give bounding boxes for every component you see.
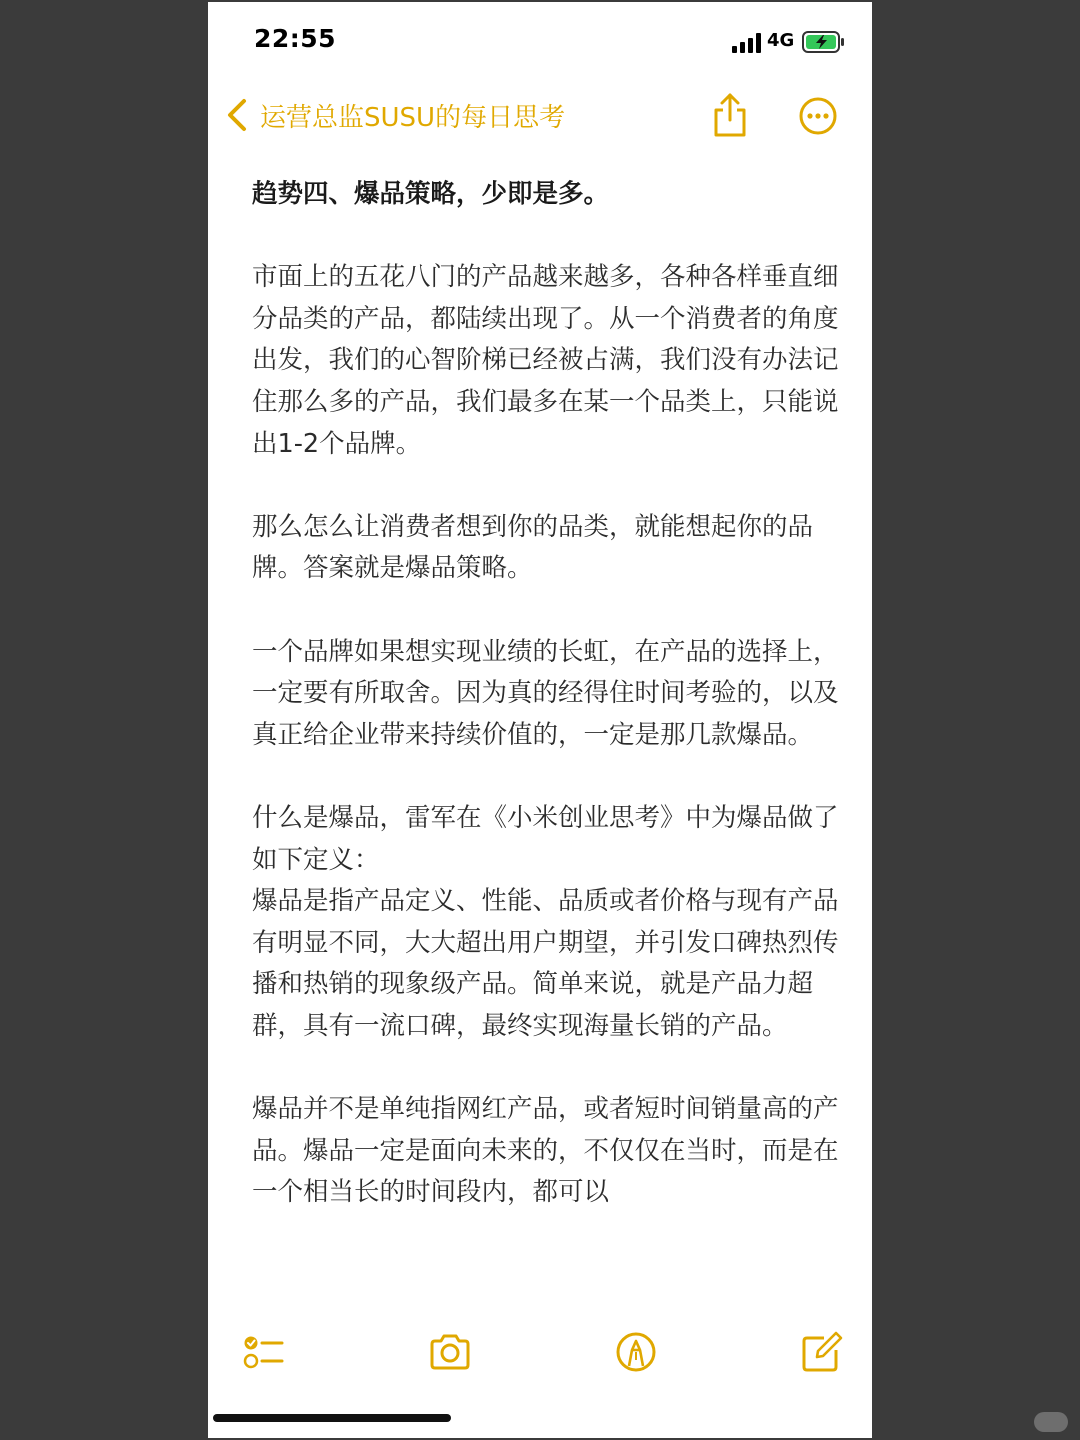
note-paragraph: 一个品牌如果想实现业绩的长虹，在产品的选择上，一定要有所取舍。因为真的经得住时间考验的，以及真正给企业带来持续价值的，一定是那几款爆品。	[252, 636, 839, 750]
note-paragraph: 爆品是指产品定义、性能、品质或者价格与现有产品有明显不同，大大超出用户期望，并引发口碑热烈传播和热销的现象级产品。简单来说，就是产品力超群，具有一流口碑，最终实现海量长销的产品。	[252, 886, 839, 1041]
status-time: 22:55	[254, 24, 337, 53]
status-bar	[208, 2, 872, 82]
note-paragraph: 什么是爆品，雷军在《小米创业思考》中为爆品做了如下定义：	[252, 802, 839, 875]
notes-app-screen	[208, 2, 872, 1438]
back-button[interactable]	[224, 90, 565, 140]
compose-icon[interactable]	[800, 1330, 844, 1374]
note-paragraph: 市面上的五花八门的产品越来越多，各种各样垂直细分品类的产品，都陆续出现了。从一个消费者的角度出发，我们的心智阶梯已经被占满，我们没有办法记住那么多的产品，我们最多在某一个品类上，只能说出1-2个品牌。	[252, 262, 839, 459]
markup-pen-icon[interactable]	[614, 1330, 658, 1374]
home-indicator-bar[interactable]	[213, 1414, 451, 1422]
cellular-signal-icon	[731, 33, 763, 53]
checklist-icon[interactable]	[242, 1330, 286, 1374]
share-icon[interactable]	[710, 92, 750, 138]
note-heading: 趋势四、爆品策略，少即是多。	[252, 179, 610, 209]
note-body[interactable]	[252, 174, 842, 1304]
note-paragraph: 爆品并不是单纯指网红产品，或者短时间销量高的产品。爆品一定是面向未来的，不仅仅在当时，而是在一个相当长的时间段内，都可以	[252, 1094, 839, 1208]
note-paragraph: 那么怎么让消费者想到你的品类，就能想起你的品牌。答案就是爆品策略。	[252, 511, 814, 584]
battery-charging-icon	[802, 30, 846, 54]
ellipsis-circle-icon[interactable]	[798, 96, 838, 136]
navigation-bar	[208, 82, 872, 152]
chevron-left-icon	[224, 98, 250, 132]
camera-icon[interactable]	[428, 1330, 472, 1374]
watermark-badge	[1034, 1412, 1068, 1432]
network-type-label: 4G	[767, 30, 795, 51]
bottom-toolbar	[208, 1322, 872, 1382]
back-button-label: 运营总监SUSU的每日思考	[260, 102, 566, 133]
